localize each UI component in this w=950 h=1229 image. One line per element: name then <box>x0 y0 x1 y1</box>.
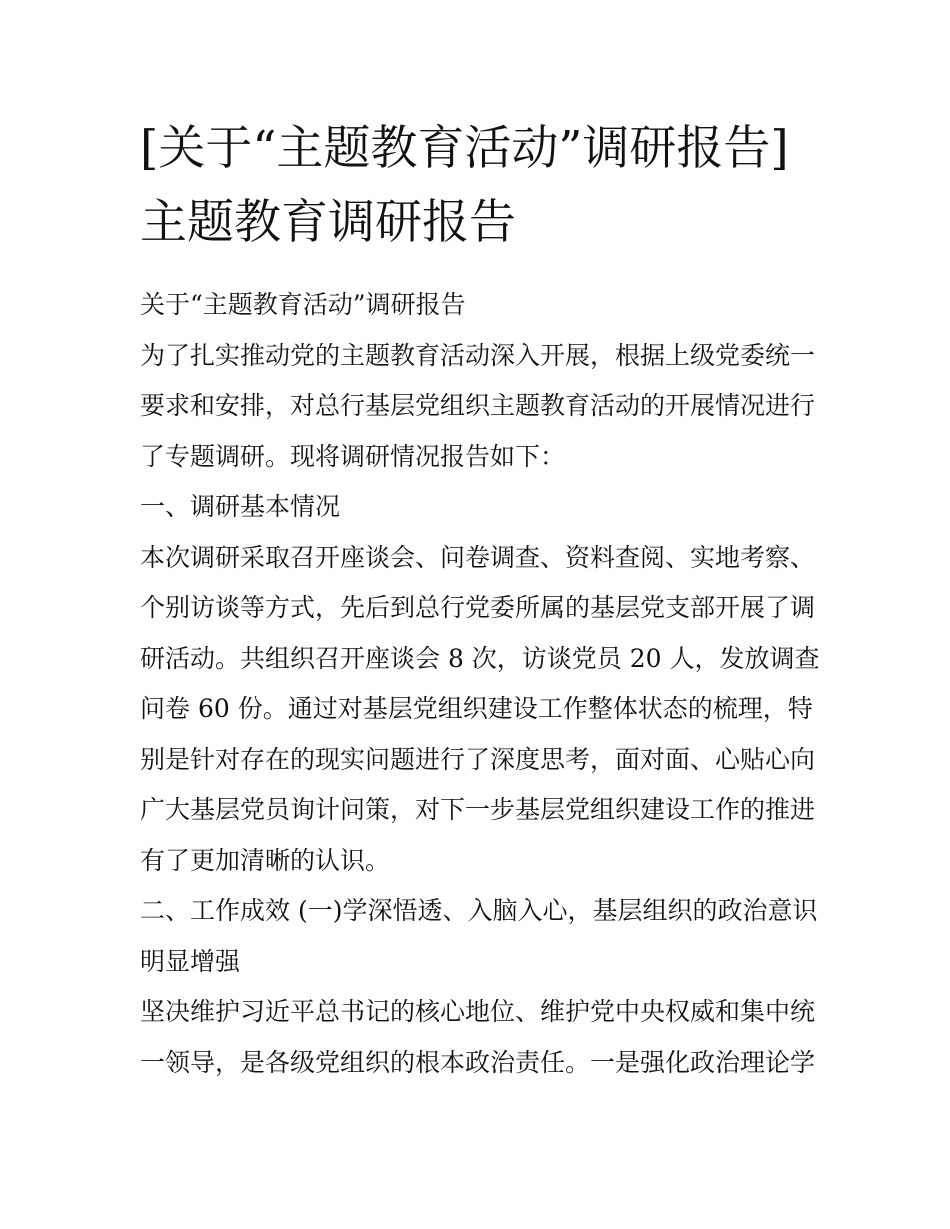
paragraph-political-responsibility: 坚决维护习近平总书记的核心地位、维护党中央权威和集中统一领导，是各级党组织的根本政治责任。一是强化政治理论学 <box>140 997 816 1077</box>
paragraph-survey-details: 本次调研采取召开座谈会、问卷调查、资料查阅、实地考察、个别访谈等方式，先后到总行党委所属的基层党支部开展了调研活动。共组织召开座谈会 8 次，访谈党员 20 人，发放调查问卷 60 份。通过对基层党组织建设工作整体状态的梳理，特别是针对存在的现实问题进行了深度思考，面对面、心贴心向广大基层党员询计问策，对下一步基层党组织建设工作的推进有了更加清晰的认识。 <box>140 542 820 875</box>
document-body <box>140 280 830 1088</box>
section-heading-2: 二、工作成效 (一)学深悟透、入脑入心，基层组织的政治意识明显增强 <box>140 896 818 976</box>
paragraph-subtitle: 关于“主题教育活动”调研报告 <box>140 290 466 319</box>
document-title: [关于“主题教育活动”调研报告] 主题教育调研报告 <box>140 121 789 250</box>
paragraph-intro: 为了扎实推动党的主题教育活动深入开展，根据上级党委统一要求和安排，对总行基层党组织主题教育活动的开展情况进行了专题调研。现将调研情况报告如下： <box>140 340 816 471</box>
section-heading-1: 一、调研基本情况 <box>140 492 341 521</box>
